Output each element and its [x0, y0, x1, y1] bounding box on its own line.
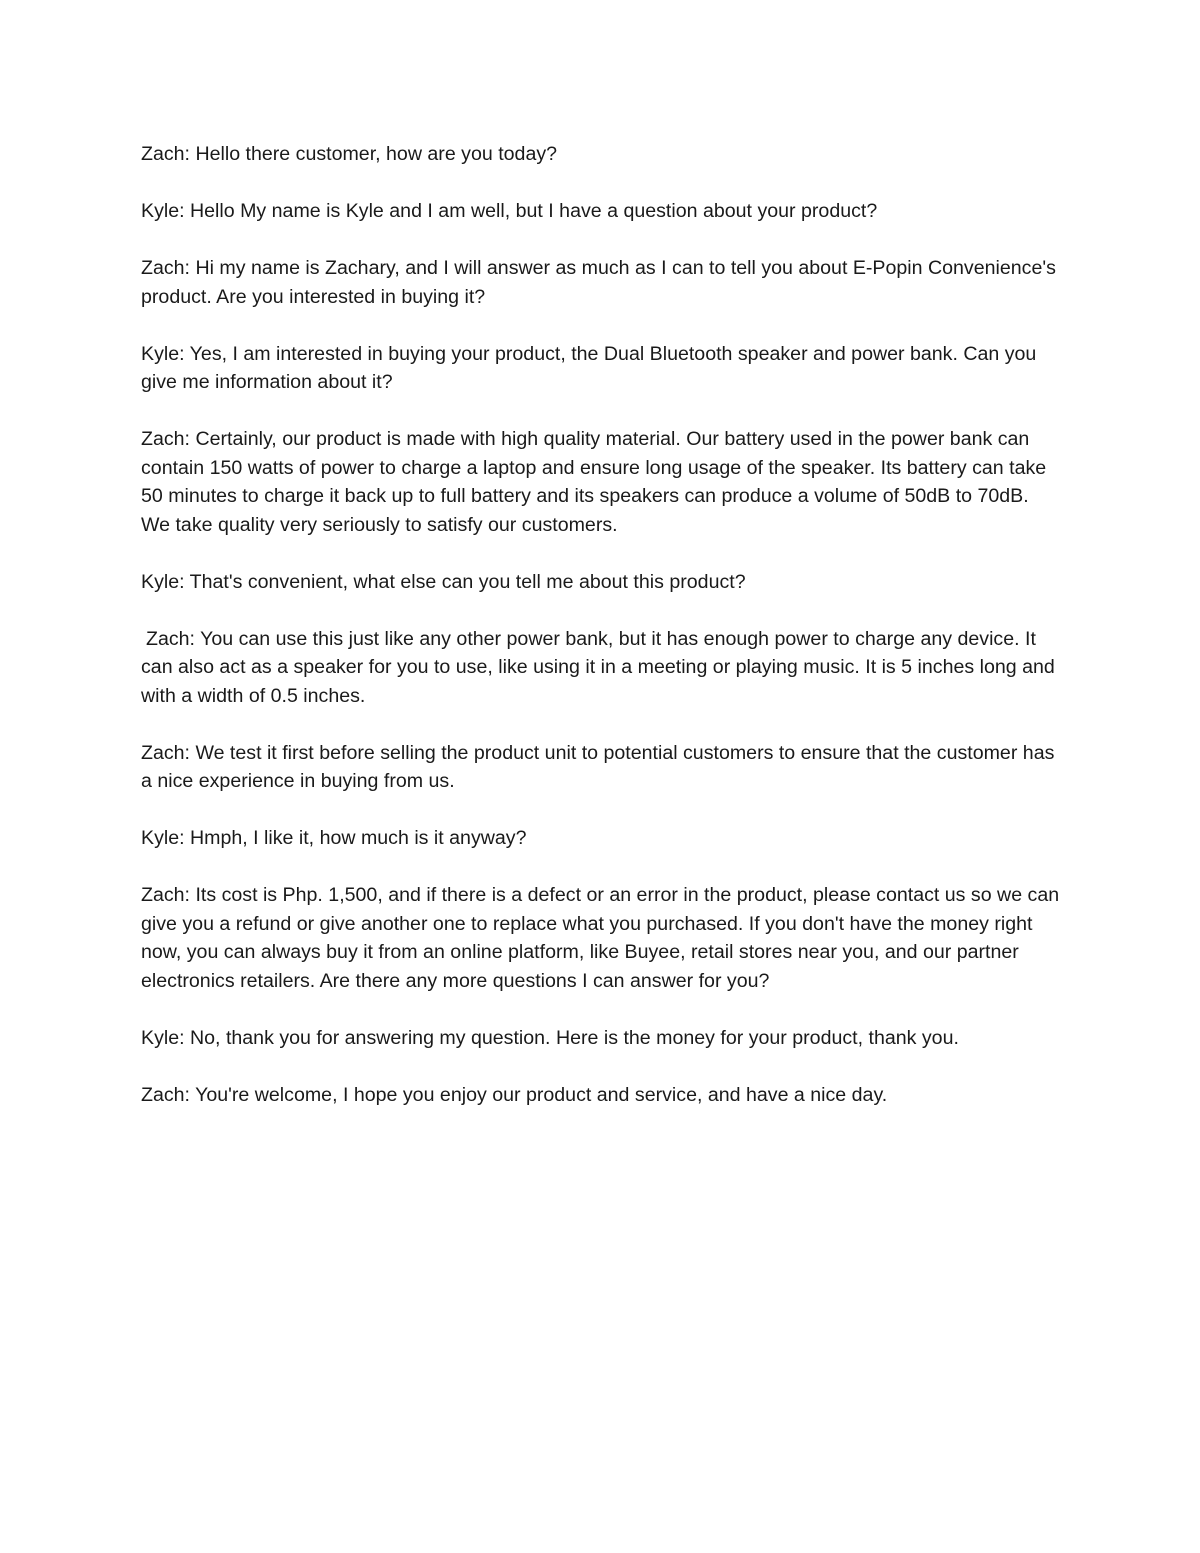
dialogue-line-10: Zach: Its cost is Php. 1,500, and if there is a defect or an error in the product, please contact us so we can give you a refund or give another one to replace what you purchased. If you don't have the money right now, you can always buy it from an online platform, like Buyee, retail stores near you, and our partner electronics retailers. Are there any more questions I can answer for you?	[141, 884, 1060, 992]
dialogue-line-7: Zach: You can use this just like any other power bank, but it has enough power to charge any device. It can also act as a speaker for you to use, like using it in a meeting or playing music. It is 5 inches long and with a width of 0.5 inches.	[141, 627, 1055, 707]
dialogue-body	[141, 140, 1061, 1138]
dialogue-line-3: Zach: Hi my name is Zachary, and I will answer as much as I can to tell you about E-Popin Convenience's product. Are you interested in buying it?	[141, 257, 1056, 308]
dialogue-line-6: Kyle: That's convenient, what else can you tell me about this product?	[141, 570, 746, 593]
dialogue-line-1: Zach: Hello there customer, how are you today?	[141, 143, 558, 165]
dialogue-line-8: Zach: We test it first before selling the product unit to potential customers to ensure that the customer has a nice experience in buying from us.	[141, 741, 1055, 792]
dialogue-line-2: Kyle: Hello My name is Kyle and I am well, but I have a question about your product?	[141, 200, 878, 222]
dialogue-line-12: Zach: You're welcome, I hope you enjoy our product and service, and have a nice day.	[141, 1083, 888, 1106]
dialogue-line-5: Zach: Certainly, our product is made with high quality material. Our battery used in the power bank can contain 150 watts of power to charge a laptop and ensure long usage of the speaker. Its battery can take 50 minutes to charge it back up to full battery and its speakers can produce a volume of 50dB to 70dB. We take quality very seriously to satisfy our customers.	[141, 428, 1047, 536]
dialogue-line-11: Kyle: No, thank you for answering my question. Here is the money for your product, thank you.	[141, 1026, 959, 1049]
dialogue-line-9: Kyle: Hmph, I like it, how much is it anyway?	[141, 827, 527, 849]
dialogue-line-4: Kyle: Yes, I am interested in buying your product, the Dual Bluetooth speaker and power bank. Can you give me information about it?	[141, 342, 1037, 393]
